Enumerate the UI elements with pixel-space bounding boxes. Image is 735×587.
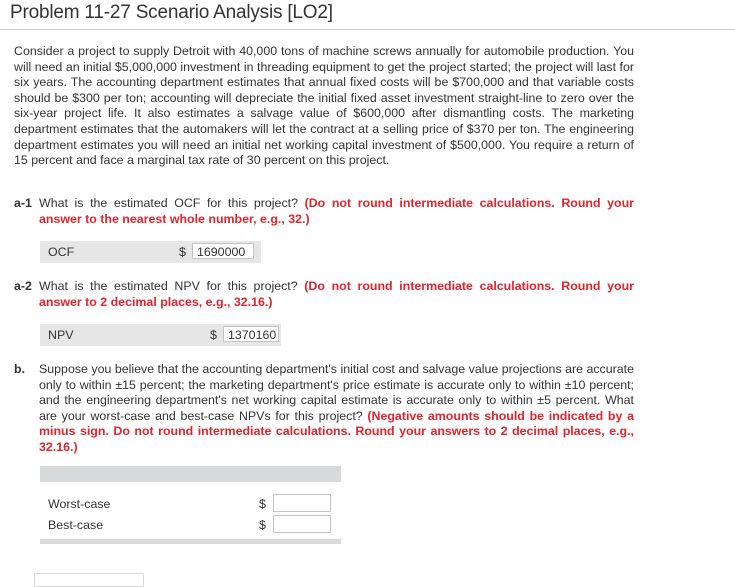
question-a2 (14, 279, 634, 310)
worst-case-input[interactable] (273, 494, 331, 512)
table-row-best-case (40, 514, 341, 535)
question-b-text (39, 362, 634, 456)
question-a1-instruction: (Do not round intermediate calculations. Round your answer to the nearest whole number, e.g., 32.) (39, 196, 634, 226)
partial-button[interactable] (34, 573, 144, 587)
scenario-table (40, 466, 341, 544)
worst-case-currency: $ (259, 497, 266, 511)
question-a1-label: a-1 (14, 196, 32, 210)
question-b-instruction: (Negative amounts should be indicated by a minus sign. Do not round intermediate calculations. Round your answers to 2 decimal places, e.g., 32.16.) (39, 408, 634, 454)
problem-statement: Consider a project to supply Detroit with 40,000 tons of machine screws annually for automobile production. You will need an initial $5,000,000 investment in threading equipment to get the project started; the project will last for six years. The accounting department estimates that annual fixed costs will be $700,000 and that variable costs should be $300 per ton; accounting will depreciate the initial fixed asset investment straight-line to zero over the six-year project life. It also estimates a salvage value of $600,000 after dismantling costs. The marketing department estimates that the automakers will let the contract at a selling price of $370 per ton. The engineering department estimates you will need an initial net working capital investment of $500,000. You require a return of 15 percent and face a marginal tax rate of 30 percent on this project. (14, 44, 634, 168)
question-a1 (14, 196, 634, 227)
question-b-label: b. (14, 362, 26, 376)
question-a1-question: What is the estimated OCF for this project? (39, 196, 298, 210)
table-row-worst-case (40, 493, 341, 514)
ocf-answer-field[interactable]: 1690000 (192, 243, 254, 259)
question-a2-instruction: (Do not round intermediate calculations. Round your answer to 2 decimal places, e.g., 32.16.) (39, 279, 634, 309)
worst-case-label: Worst-case (48, 497, 111, 511)
npv-label: NPV (48, 328, 74, 342)
question-b-question: Suppose you believe that the accounting department's initial cost and salvage value projections are accurate only to within ±15 percent; the marketing department's price estimate is accurate only to within ±10 percent; and the engineering department's net working capital estimate is accurate only to within ±5 percent. What are your worst-case and best-case NPVs for this project? (39, 362, 634, 423)
best-case-currency: $ (259, 518, 266, 532)
question-a2-label: a-2 (14, 279, 32, 293)
scenario-table-header (40, 466, 341, 482)
best-case-input[interactable] (273, 515, 331, 533)
npv-answer-row (40, 324, 281, 346)
question-b (14, 362, 634, 456)
question-a2-question: What is the estimated NPV for this project? (39, 279, 298, 293)
ocf-answer-row (40, 241, 261, 263)
question-a2-text (39, 279, 634, 310)
best-case-label: Best-case (48, 518, 104, 532)
question-a1-text (39, 196, 634, 227)
ocf-label: OCF (48, 245, 75, 259)
ocf-currency: $ (179, 245, 186, 259)
npv-currency: $ (210, 328, 217, 342)
npv-answer-field[interactable]: 1370160 (223, 326, 279, 342)
scenario-table-footer (40, 539, 341, 544)
title-divider (0, 29, 735, 30)
page-title: Problem 11-27 Scenario Analysis [LO2] (10, 2, 333, 23)
